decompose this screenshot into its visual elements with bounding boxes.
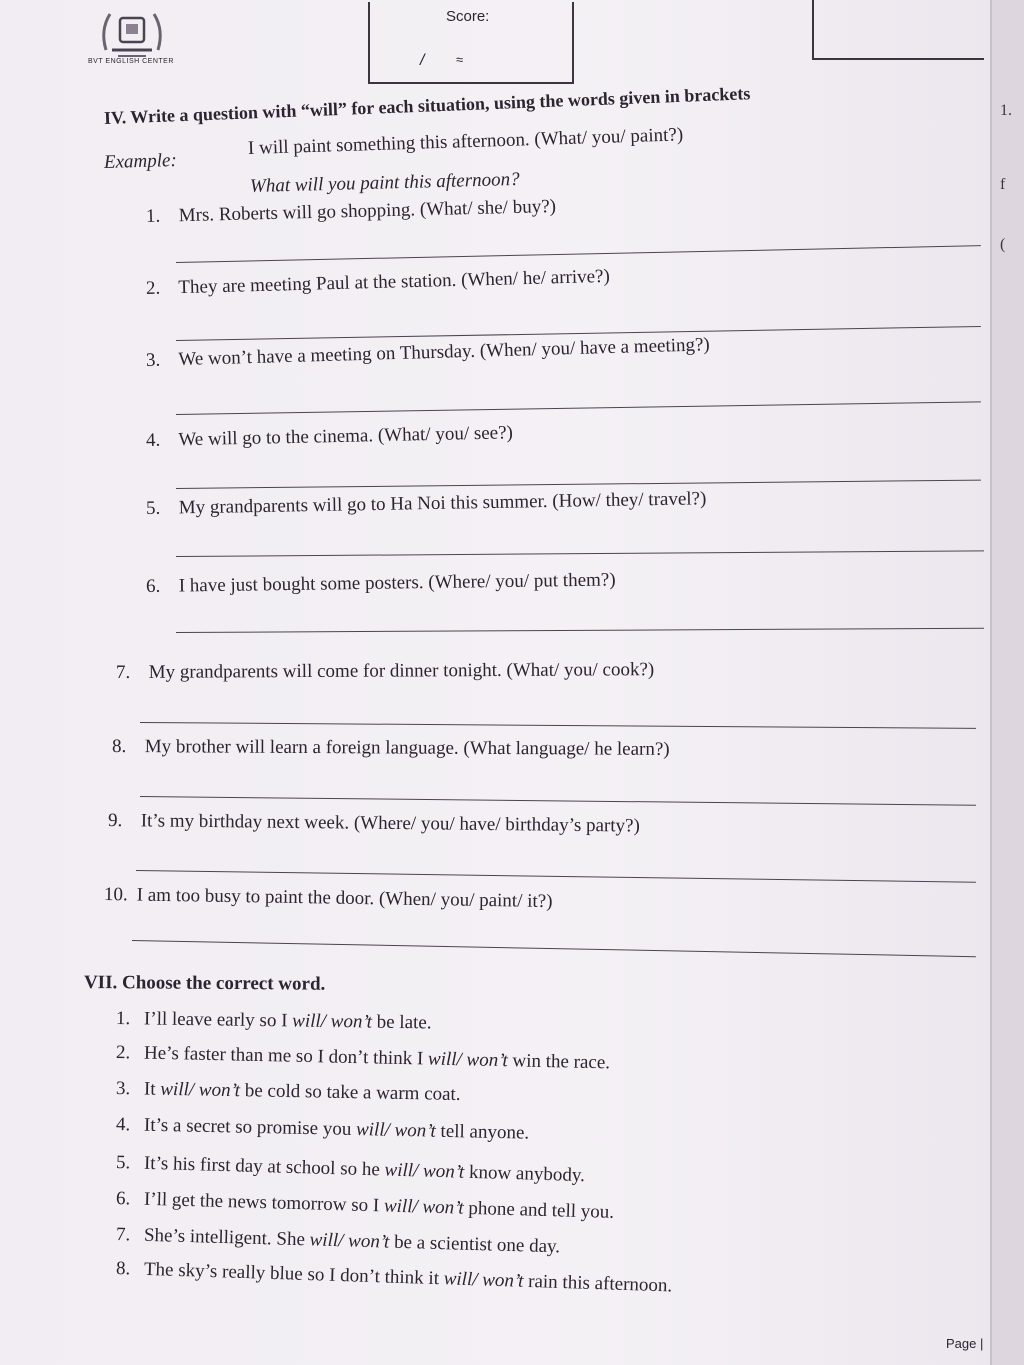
question-text: Mrs. Roberts will go shopping. (What/ she/ buy?) [178,195,557,227]
question-text: I have just bought some posters. (Where/ you/ put them?) [178,569,616,597]
choice-number: 6. [115,1188,131,1210]
choice-options[interactable]: will/ won’t [309,1229,390,1253]
choice-options[interactable]: will/ won’t [383,1195,464,1219]
choice-after: tell anyone. [435,1120,530,1144]
score-slash: / [420,52,425,69]
choice-after: know anybody. [463,1161,586,1187]
example-answer: What will you paint this afternoon? [249,168,520,197]
corner-box [812,0,984,60]
choice-after: phone and tell you. [463,1197,615,1223]
question-text: My grandparents will go to Ha Noi this summer. (How/ they/ travel?) [178,488,707,519]
answer-line[interactable] [132,940,976,957]
question-number: 3. [145,349,161,371]
choice-after: be late. [371,1011,432,1034]
choice-options[interactable]: will/ won’t [355,1119,437,1142]
choice-options[interactable]: will/ won’t [427,1048,508,1072]
choice-after: rain this afternoon. [523,1270,673,1297]
question-text: My grandparents will come for dinner tonight. (What/ you/ cook?) [148,659,655,683]
answer-line[interactable] [176,401,981,415]
question-text: They are meeting Paul at the station. (When/ he/ arrive?) [178,265,611,299]
answer-line[interactable] [140,722,976,729]
choice-item [116,1224,561,1258]
choice-item [116,1114,530,1145]
choice-number: 5. [115,1152,131,1174]
question-item [146,569,616,598]
choice-options[interactable]: will/ won’t [160,1078,241,1102]
question-item [146,266,610,300]
question-text: My brother will learn a foreign language. (What language/ he learn?) [144,736,670,760]
score-box [368,2,574,84]
choice-number: 1. [115,1008,131,1030]
choice-before: I’ll get the news tomorrow so I [143,1188,385,1217]
adjacent-page-mark: 1. [1000,102,1012,119]
choice-item [116,1042,610,1074]
question-item [146,488,707,520]
section-iv-heading: IV. Write a question with “will” for each situation, using the words given in brackets [103,83,751,128]
answer-line[interactable] [140,796,976,806]
logo-text: BVT ENGLISH CENTER [88,58,174,65]
choice-item [116,1078,461,1106]
question-number: 10. [103,884,128,906]
adjacent-page-mark: ( [1000,236,1006,253]
question-text: It’s my birthday next week. (Where/ you/ have/ birthday’s party?) [140,810,640,837]
choice-before: It [143,1078,161,1100]
choice-after: be a scientist one day. [389,1231,561,1258]
example-label: Example: [103,149,178,173]
choice-options[interactable]: will/ won’t [292,1010,373,1033]
answer-line[interactable] [136,870,976,883]
choice-number: 4. [115,1114,131,1136]
choice-before: It’s a secret so promise you [143,1114,357,1141]
score-approx: ≈ [456,52,464,67]
adjacent-page [990,0,1024,1365]
choice-item [116,1008,432,1034]
answer-line[interactable] [176,480,981,489]
answer-line[interactable] [176,245,981,263]
question-number: 9. [107,810,123,832]
choice-options[interactable]: will/ won’t [384,1159,465,1183]
question-item [146,196,556,228]
choice-before: I’ll leave early so I [143,1008,293,1032]
question-text: We will go to the cinema. (What/ you/ see?) [178,422,514,451]
question-number: 4. [145,429,161,451]
page-footer: Page | [946,1336,984,1351]
choice-number: 8. [115,1258,131,1280]
question-text: We won’t have a meeting on Thursday. (When/ you/ have a meeting?) [178,334,711,371]
adjacent-page-mark: f [1000,176,1006,193]
answer-line[interactable] [176,628,984,633]
choice-before: It’s his first day at school so he [143,1152,385,1181]
example-sentence: I will paint something this afternoon. (What/ you/ paint?) [247,124,684,159]
score-label: Score: [446,8,490,25]
question-number: 1. [145,205,161,227]
question-text: I am too busy to paint the door. (When/ you/ paint/ it?) [136,884,553,913]
question-item [112,736,670,761]
question-item [146,422,513,452]
choice-after: be cold so take a warm coat. [239,1080,461,1106]
question-item [108,810,640,838]
choice-before: She’s intelligent. She [143,1224,310,1251]
choice-item [116,1258,673,1297]
choice-before: He’s faster than me so I don’t think I [143,1042,429,1070]
choice-options[interactable]: will/ won’t [443,1268,524,1292]
question-number: 5. [145,497,161,519]
question-item [104,884,553,913]
choice-number: 7. [115,1224,131,1246]
answer-line[interactable] [176,550,984,557]
choice-number: 2. [115,1042,131,1064]
choice-item [116,1152,585,1187]
question-number: 2. [145,277,161,299]
question-number: 6. [145,575,161,597]
question-number: 7. [115,661,131,683]
question-number: 8. [111,736,127,758]
choice-after: win the race. [507,1050,611,1074]
question-item [116,659,654,684]
section-vii-heading: VII. Choose the correct word. [83,972,326,995]
choice-item [116,1188,615,1224]
choice-before: The sky’s really blue so I don’t think it [143,1258,445,1290]
choice-number: 3. [115,1078,131,1100]
